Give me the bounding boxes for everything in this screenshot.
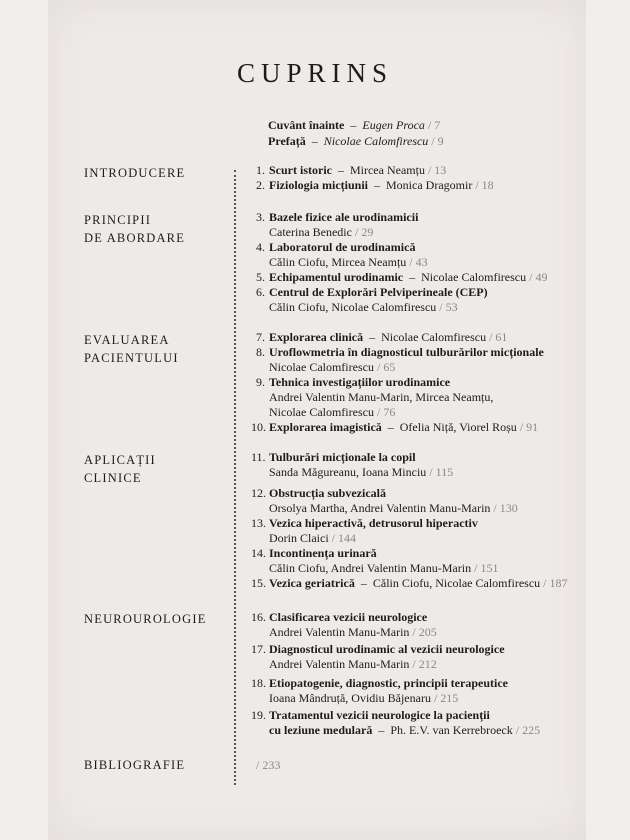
entry-author: Călin Ciofu, Mircea Neamțu (269, 255, 407, 269)
toc-entry[interactable]: 6. Centrul de Explorări Pelviperineale (CEP) Călin Ciofu, Nicolae Calomfirescu / 53 (256, 285, 488, 314)
entry-title: Prefață (268, 134, 306, 148)
toc-entry[interactable]: 2. Fiziologia micțiunii – Monica Dragomir / 18 (256, 178, 494, 192)
toc-entry[interactable]: 19. Tratamentul vezicii neurologice la pacienții cu leziune medulară – Ph. E.V. van Kerrebroeck / 225 (251, 708, 541, 737)
entry-title: Scurt istoric (269, 163, 332, 177)
entry-author: Nicolae Calomfirescu (381, 330, 487, 344)
entry-title: Etiopatogenie, diagnostic, principii terapeutice (269, 676, 508, 690)
entry-author: Dorin Claici (269, 531, 329, 545)
toc-entry[interactable]: 12. Obstrucția subvezicală Orsolya Martha, Andrei Valentin Manu-Marin / 130 (251, 486, 518, 515)
section-heading: NEUROUROLOGIE (84, 612, 207, 626)
entry-title: Laboratorul de urodinamică (269, 240, 416, 254)
toc-entry[interactable]: 15. Vezica geriatrică – Călin Ciofu, Nicolae Calomfirescu / 187 (251, 576, 568, 590)
entry-author: Andrei Valentin Manu-Marin, Mircea Neamțu, (269, 390, 494, 404)
entry-page: 61 (495, 330, 508, 344)
entry-author: Orsolya Martha, Andrei Valentin Manu-Marin (269, 501, 491, 515)
toc-entry[interactable]: 17. Diagnosticul urodinamic al vezicii neurologice Andrei Valentin Manu-Marin / 212 (251, 642, 505, 671)
entry-title: Uroflowmetria în diagnosticul tulburărilor micționale (269, 345, 544, 359)
entry-page: 115 (435, 465, 454, 479)
toc-entry[interactable]: 16. Clasificarea vezicii neurologice Andrei Valentin Manu-Marin / 205 (251, 610, 437, 639)
toc-entry[interactable]: 18. Etiopatogenie, diagnostic, principii terapeutice Ioana Mândruță, Ovidiu Băjenaru / 215 (251, 676, 508, 705)
entry-title: cu leziune medulară (269, 723, 373, 737)
toc-entry[interactable]: 8. Uroflowmetria în diagnosticul tulburărilor micționale Nicolae Calomfirescu / 65 (256, 345, 544, 374)
toc-entry[interactable]: 1. Scurt istoric – Mircea Neamțu / 13 (256, 163, 447, 177)
section-heading: PRINCIPII DE ABORDARE (84, 213, 186, 245)
entry-page: 215 (440, 691, 459, 705)
entry-title: Explorarea clinică (269, 330, 364, 344)
entry-author: Ph. E.V. van Kerrebroeck (390, 723, 513, 737)
entry-page: 7 (434, 118, 441, 132)
entry-title: Cuvânt înainte (268, 118, 345, 132)
entry-title: Echipamentul urodinamic (269, 270, 404, 284)
entry-page: 43 (415, 255, 428, 269)
entry-author: Ioana Mândruță, Ovidiu Băjenaru (269, 691, 431, 705)
entry-title: Clasificarea vezicii neurologice (269, 610, 428, 624)
entry-author: Călin Ciofu, Nicolae Calomfirescu (269, 300, 437, 314)
entry-author: Nicolae Calomfirescu (323, 134, 429, 148)
bibliography-page: / 233 (256, 758, 281, 772)
entry-author: Eugen Proca (362, 118, 425, 132)
toc-entry[interactable]: 7. Explorarea clinică – Nicolae Calomfirescu / 61 (256, 330, 508, 344)
entry-title: Vezica hiperactivă, detrusorul hiperactiv (269, 516, 478, 530)
page-title: CUPRINS (236, 58, 394, 88)
entry-page: 144 (338, 531, 356, 545)
entry-title: Tulburări micționale la copil (269, 450, 416, 464)
entry-page: 13 (434, 163, 447, 177)
entry-page: 130 (499, 501, 518, 515)
entry-page: 9 (437, 134, 444, 148)
entry-page: 53 (445, 300, 458, 314)
section-heading: INTRODUCERE (84, 166, 186, 180)
entry-page: 65 (383, 360, 396, 374)
entry-title: Obstrucția subvezicală (269, 486, 386, 500)
entry-title: Explorarea imagistică (269, 420, 382, 434)
entry-title: Tratamentul vezicii neurologice la pacienții (269, 708, 490, 722)
entry-title: Tehnica investigațiilor urodinamice (269, 375, 451, 389)
entry-author: Sanda Măgureanu, Ioana Minciu (269, 465, 427, 479)
entry-page: 76 (383, 405, 396, 419)
entry-author: Nicolae Calomfirescu (421, 270, 527, 284)
entry-author: Andrei Valentin Manu-Marin (269, 625, 410, 639)
entry-author: Călin Ciofu, Andrei Valentin Manu-Marin (269, 561, 472, 575)
entry-title: Fiziologia micțiunii (269, 178, 368, 192)
entry-page: 49 (535, 270, 548, 284)
entry-author: Ofelia Niță, Viorel Roșu (399, 420, 517, 434)
front-entry: Prefață – Nicolae Calomfirescu / 9 (268, 134, 444, 148)
entry-page: 205 (418, 625, 437, 639)
entry-page: 212 (418, 657, 437, 671)
entry-page: 29 (361, 225, 374, 239)
entry-page: 225 (522, 723, 541, 737)
toc-entry[interactable]: 5. Echipamentul urodinamic – Nicolae Calomfirescu / 49 (256, 270, 548, 284)
entry-author: Călin Ciofu, Nicolae Calomfirescu (372, 576, 541, 590)
entry-page: 91 (526, 420, 539, 434)
entry-author: Nicolae Calomfirescu (269, 405, 374, 419)
section-heading: APLICAȚII CLINICE (84, 453, 156, 485)
entry-author: Mircea Neamțu (349, 163, 425, 177)
dotted-separator (234, 170, 236, 785)
section-heading: EVALUAREA PACIENTULUI (84, 333, 179, 365)
front-entry: Cuvânt înainte – Eugen Proca / 7 (268, 118, 441, 132)
toc-entry[interactable]: 9. Tehnica investigațiilor urodinamice Andrei Valentin Manu-Marin, Mircea Neamțu, Nicolae Calomfirescu / 76 (251, 375, 581, 420)
toc-entry[interactable]: 3. Bazele fizice ale urodinamicii Caterina Benedic / 29 (256, 210, 419, 239)
toc-entry[interactable]: 10. Explorarea imagistică – Ofelia Niță, Viorel Roșu / 91 (251, 420, 539, 434)
entry-page: 187 (549, 576, 568, 590)
toc-entry[interactable]: 14. Incontinența urinară Călin Ciofu, Andrei Valentin Manu-Marin / 151 (251, 546, 499, 575)
entry-author: Andrei Valentin Manu-Marin (269, 657, 410, 671)
toc-entry[interactable]: 4. Laboratorul de urodinamică Călin Ciofu, Mircea Neamțu / 43 (256, 240, 428, 269)
entry-title: Incontinența urinară (269, 546, 377, 560)
entry-title: Bazele fizice ale urodinamicii (269, 210, 419, 224)
entry-page: 151 (480, 561, 499, 575)
entry-author: Monica Dragomir (386, 178, 473, 192)
section-heading: BIBLIOGRAFIE (84, 758, 186, 772)
entry-title: Vezica geriatrică (269, 576, 355, 590)
entry-title: Diagnosticul urodinamic al vezicii neurologice (269, 642, 505, 656)
entry-author: Nicolae Calomfirescu (269, 360, 374, 374)
entry-page: 18 (481, 178, 494, 192)
entry-author: Caterina Benedic (269, 225, 352, 239)
entry-title: Centrul de Explorări Pelviperineale (CEP) (269, 285, 488, 299)
toc-entry[interactable]: 11. Tulburări micționale la copil Sanda Măgureanu, Ioana Minciu / 115 (251, 450, 454, 479)
toc-entry[interactable]: 13. Vezica hiperactivă, detrusorul hiperactiv Dorin Claici / 144 (251, 516, 478, 545)
